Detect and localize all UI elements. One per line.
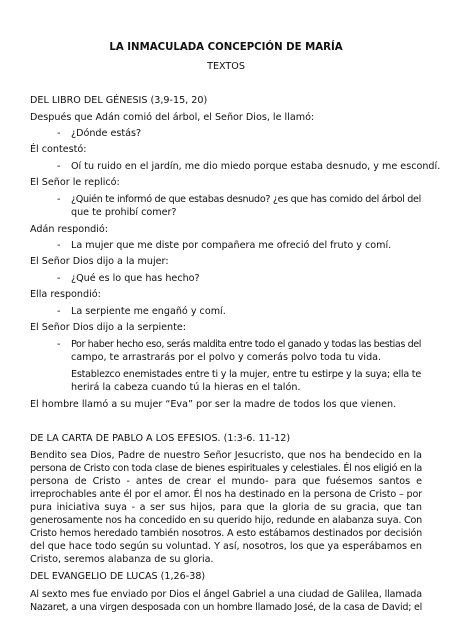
genesis-label-ella: Ella respondió:: [30, 289, 101, 300]
genesis-serpent-line-2: campo, te arrastrarás por el polvo y comerás polvo toda tu vida.: [71, 352, 382, 363]
dash-bullet: -: [57, 240, 61, 251]
dash-bullet: -: [57, 339, 61, 350]
efesios-line: Cristo, seremos alabanza de su gloria.: [30, 554, 214, 565]
genesis-question-1: ¿Dónde estás?: [71, 128, 142, 139]
genesis-label-contesto: Él contestó:: [30, 144, 87, 155]
genesis-label-adan: Adán respondió:: [30, 224, 109, 235]
genesis-answer-2: La mujer que me diste por compañera me ofreció del fruto y comí.: [71, 240, 392, 251]
genesis-label-serpiente: El Señor Dios dijo a la serpiente:: [30, 322, 187, 333]
genesis-serpent-line-4: herirá la cabeza cuando tú la hieras en el talón.: [71, 382, 301, 393]
efesios-line: del que hace todo según su voluntad. Y así, nosotros, los que ya esperábamos en: [30, 541, 422, 552]
lucas-line: Nazaret, a una virgen desposada con un hombre llamado José, de la casa de David; el: [30, 602, 422, 613]
genesis-answer-3: La serpiente me engañó y comí.: [71, 306, 226, 317]
dash-bullet: -: [57, 161, 61, 172]
genesis-eva: El hombre llamó a su mujer “Eva” por ser la madre de todos los que vienen.: [30, 399, 397, 410]
genesis-question-3: ¿Qué es lo que has hecho?: [71, 273, 200, 284]
genesis-intro: Después que Adán comió del árbol, el Señor Dios, le llamó:: [30, 112, 315, 123]
lucas-heading: DEL EVANGELIO DE LUCAS (1,26-38): [30, 571, 206, 582]
dash-bullet: -: [57, 306, 61, 317]
efesios-heading: DE LA CARTA DE PABLO A LOS EFESIOS. (1:3-6. 11-12): [30, 433, 291, 444]
efesios-line: persona de Cristo - antes de crear el mundo- para que fuésemos santos e: [30, 476, 422, 487]
genesis-label-replico: El Señor le replicó:: [30, 177, 120, 188]
dash-bullet: -: [57, 128, 61, 139]
genesis-heading: DEL LIBRO DEL GÉNESIS (3,9-15, 20): [30, 95, 208, 106]
genesis-serpent-line-3: Establezco enemistades entre ti y la mujer, entre tu estirpe y la suya; ella te: [71, 369, 421, 380]
dash-bullet: -: [57, 273, 61, 284]
efesios-line: pura iniciativa suya - a ser sus hijos, para que la gloria de su gracia, que tan: [30, 502, 422, 513]
efesios-line: Cristo hemos heredado también nosotros. A esto estábamos destinados por decisión: [30, 528, 423, 539]
genesis-label-mujer: El Señor Dios dijo a la mujer:: [30, 256, 169, 267]
lucas-line: Al sexto mes fue enviado por Dios el ángel Gabriel a una ciudad de Galilea, llamada: [30, 589, 422, 600]
efesios-line: persona de Cristo con toda clase de bienes espirituales y celestiales. Él nos eligió en la: [30, 463, 422, 474]
document-subtitle: TEXTOS: [207, 61, 245, 72]
document-title: LA INMACULADA CONCEPCIÓN DE MARÍA: [109, 42, 343, 53]
genesis-question-2-line-1: ¿Quién te informó de que estabas desnudo? ¿es que has comido del árbol del: [71, 194, 421, 205]
efesios-line: generosamente nos ha concedido en su querido hijo, redunde en alabanza suya. Con: [30, 515, 422, 526]
genesis-serpent-line-1: Por haber hecho eso, serás maldita entre todo el ganado y todas las bestias del: [71, 339, 421, 350]
efesios-line: Bendito sea Dios, Padre de nuestro Señor Jesucristo, que nos ha bendecido en la: [30, 450, 422, 461]
genesis-question-2-line-2: que te prohibí comer?: [71, 207, 177, 218]
efesios-line: irreprochables ante él por el amor. Él nos ha destinado en la persona de Cristo – por: [30, 489, 422, 500]
genesis-answer-1: Oí tu ruido en el jardín, me dio miedo porque estaba desnudo, y me escondí.: [71, 161, 441, 172]
dash-bullet: -: [57, 194, 61, 205]
